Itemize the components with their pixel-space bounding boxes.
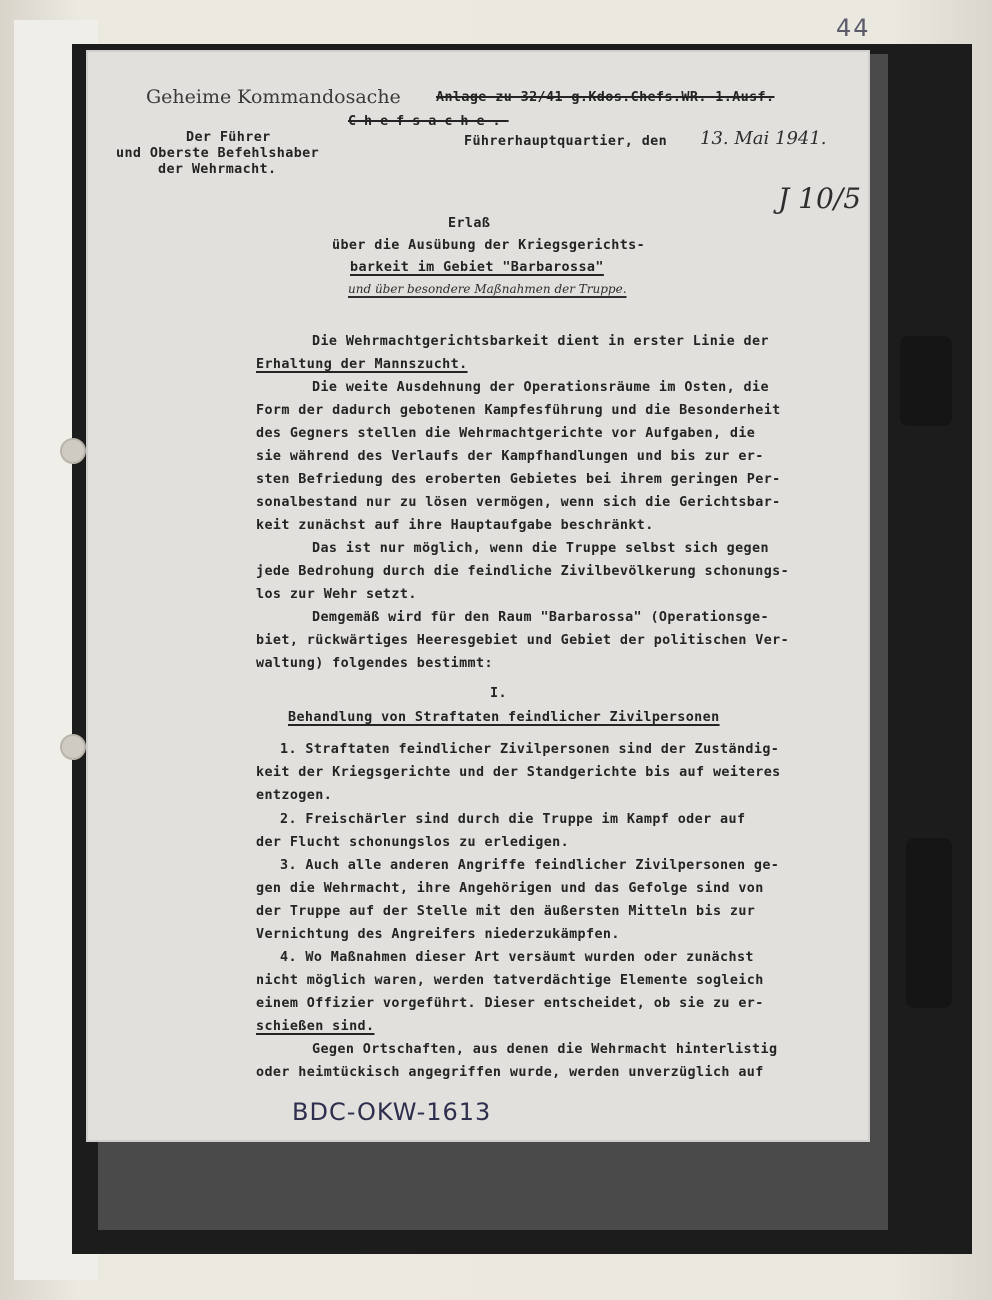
body-line: sonalbestand nur zu lösen vermögen, wenn sich die Gerichtsbar-: [256, 495, 781, 510]
issuer-line: Der Führer: [186, 130, 271, 145]
issuer-line: und Oberste Befehlshaber: [116, 146, 320, 161]
body-line: Die weite Ausdehnung der Operationsräume im Osten, die: [312, 380, 769, 395]
body-line: sie während des Verlaufs der Kampfhandlungen und bis zur er-: [256, 449, 764, 464]
body-line: sten Befriedung des eroberten Gebietes bei ihrem geringen Per-: [256, 472, 781, 487]
body-line: Form der dadurch gebotenen Kampfesführung und die Besonderheit: [256, 403, 781, 418]
item-line: 1. Straftaten feindlicher Zivilpersonen sind der Zuständig-: [280, 742, 780, 757]
title-handwritten: und über besondere Maßnahmen der Truppe.: [348, 282, 627, 296]
body-line: Demgemäß wird für den Raum "Barbarossa" (Operationsge-: [312, 610, 769, 625]
item-line: nicht möglich waren, werden tatverdächtige Elemente sogleich: [256, 973, 764, 988]
body-line: waltung) folgendes bestimmt:: [256, 656, 493, 671]
body-line: los zur Wehr setzt.: [256, 587, 417, 602]
item-line: 3. Auch alle anderen Angriffe feindlicher Zivilpersonen ge-: [280, 858, 780, 873]
body-line: des Gegners stellen die Wehrmachtgerichte vor Aufgaben, die: [256, 426, 756, 441]
body-line: Erhaltung der Mannszucht.: [256, 357, 468, 372]
document-page: [88, 52, 868, 1140]
body-line: keit zunächst auf ihre Hauptaufgabe beschränkt.: [256, 518, 654, 533]
item-line: keit der Kriegsgerichte und der Standgerichte bis auf weiteres: [256, 765, 781, 780]
punch-hole: [60, 734, 86, 760]
punch-hole: [60, 438, 86, 464]
section-number: I.: [490, 686, 507, 701]
classification-heading: Geheime Kommandosache: [146, 86, 401, 108]
item-line: entzogen.: [256, 788, 333, 803]
reference-line: Anlage zu 32/41 g.Kdos.Chefs.WR. 1.Ausf.: [436, 90, 775, 105]
folder-tab: [906, 838, 952, 1008]
item-line: gen die Wehrmacht, ihre Angehörigen und das Gefolge sind von: [256, 881, 764, 896]
handwritten-date: 13. Mai 1941.: [700, 128, 827, 149]
section-title: Behandlung von Straftaten feindlicher Zivilpersonen: [288, 710, 720, 725]
issuer-line: der Wehrmacht.: [158, 162, 277, 177]
item-line: oder heimtückisch angegriffen wurde, werden unverzüglich auf: [256, 1065, 764, 1080]
item-line: schießen sind.: [256, 1019, 375, 1034]
body-line: jede Bedrohung durch die feindliche Zivilbevölkerung schonungs-: [256, 564, 790, 579]
handwritten-initial: J 10/5: [778, 182, 862, 215]
item-line: einem Offizier vorgeführt. Dieser entscheidet, ob sie zu er-: [256, 996, 764, 1011]
item-line: Vernichtung des Angreifers niederzukämpfen.: [256, 927, 620, 942]
chefsache-line: Chefsache.: [348, 114, 509, 129]
title-line: barkeit im Gebiet "Barbarossa": [350, 260, 604, 275]
page-number: 44: [836, 14, 871, 42]
title-line: über die Ausübung der Kriegsgerichts-: [332, 238, 646, 253]
item-line: der Truppe auf der Stelle mit den äußersten Mitteln bis zur: [256, 904, 756, 919]
item-line: der Flucht schonungslos zu erledigen.: [256, 835, 570, 850]
location-date-line: Führerhauptquartier, den: [464, 134, 668, 149]
folder-tab: [900, 336, 952, 426]
item-line: 2. Freischärler sind durch die Truppe im Kampf oder auf: [280, 812, 746, 827]
title-line: Erlaß: [448, 216, 491, 231]
body-line: biet, rückwärtiges Heeresgebiet und Gebiet der politischen Ver-: [256, 633, 790, 648]
body-line: Das ist nur möglich, wenn die Truppe selbst sich gegen: [312, 541, 769, 556]
item-line: Gegen Ortschaften, aus denen die Wehrmacht hinterlistig: [312, 1042, 778, 1057]
item-line: 4. Wo Maßnahmen dieser Art versäumt wurden oder zunächst: [280, 950, 754, 965]
body-line: Die Wehrmachtgerichtsbarkeit dient in erster Linie der: [312, 334, 769, 349]
archive-stamp: BDC-OKW-1613: [292, 1098, 492, 1126]
